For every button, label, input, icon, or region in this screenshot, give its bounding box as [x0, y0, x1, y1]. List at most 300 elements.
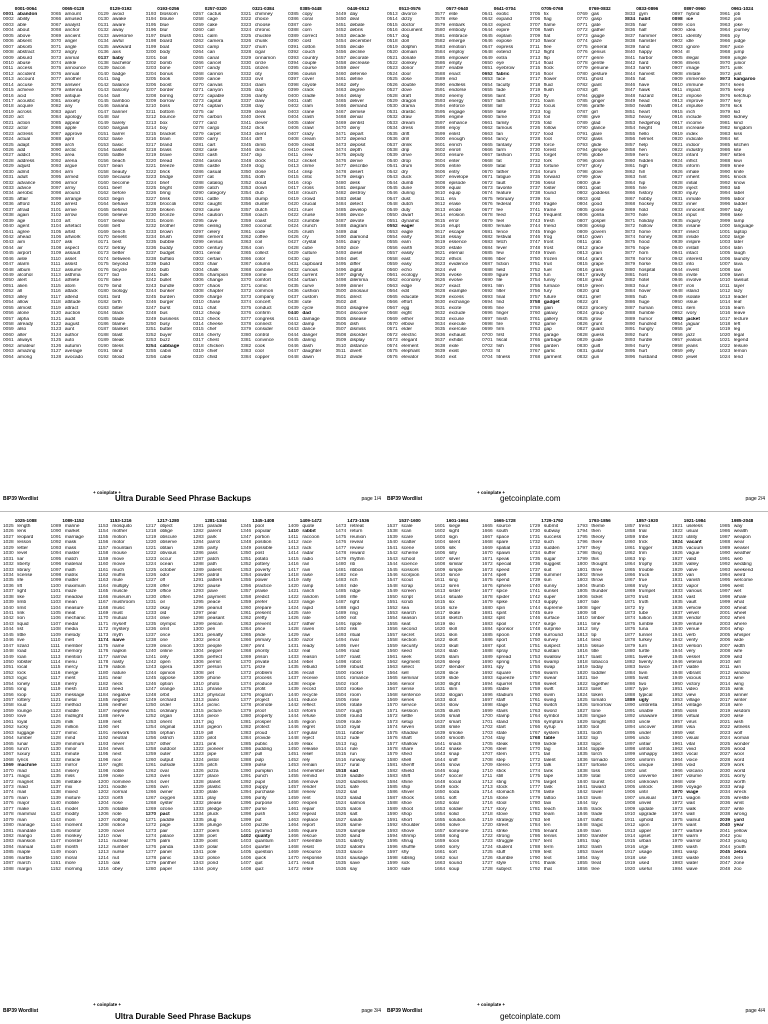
word-text: assist [64, 262, 78, 268]
word-index: 0802 [577, 191, 588, 197]
word-index: 1496 [335, 649, 347, 655]
word-index: 0994 [719, 191, 731, 197]
word-index: 1197 [98, 763, 109, 769]
word-text: cake [207, 22, 218, 28]
word-index: 1383 [240, 730, 252, 736]
word-text: rate [302, 616, 311, 622]
word-index: 0072 [50, 50, 62, 56]
word-index: 1202 [98, 790, 109, 796]
word-text: puppy [254, 785, 268, 790]
word-index: 0311 [193, 305, 204, 311]
word-text: lecture [733, 316, 749, 322]
word-index: 1269 [145, 806, 157, 812]
word-text: region [302, 719, 316, 725]
wordlist-page-2 [384, 6, 768, 506]
column-range-header: 1409-1472 [299, 518, 322, 523]
word-index: 0350 [240, 169, 252, 175]
word-index: 1626 [434, 659, 446, 665]
word-index: 0817 [577, 273, 588, 278]
word-index: 0206 [145, 82, 157, 88]
word-text: crane [302, 109, 315, 115]
word-text: kit [733, 137, 739, 143]
word-text: nest [112, 719, 122, 725]
word-index: 0755 [529, 283, 541, 289]
word-index: 0677 [482, 207, 493, 213]
word-index: 0780 [577, 71, 588, 77]
word-index: 0142 [98, 82, 109, 88]
word-text: often [159, 594, 171, 600]
word-index: 0140 [98, 71, 109, 77]
word-index: 0615 [434, 218, 446, 224]
word-index: 0382 [240, 343, 252, 349]
word-text: inform [686, 164, 700, 170]
word-index: 1639 [434, 730, 446, 736]
word-index: 1250 [145, 703, 157, 709]
word-text: skull [448, 643, 459, 649]
word-index: 0529 [387, 99, 398, 104]
word-index: 1446 [288, 725, 299, 731]
word-text: erosion [448, 213, 465, 219]
word-text: pave [207, 589, 218, 595]
word-text: cup [302, 256, 311, 262]
word-index: 0951 [672, 305, 683, 311]
word-index: 1106 [50, 616, 61, 622]
word-index: 0595 [434, 109, 446, 115]
word-text: list [17, 627, 24, 633]
word-text: bicycle [112, 267, 128, 273]
word-text: route [349, 719, 361, 725]
word-text: emerge [448, 39, 466, 45]
word-index: 1386 [240, 746, 252, 752]
word-index: 0093 [50, 164, 62, 170]
word-text: muffin [112, 572, 126, 578]
word-text: card [207, 120, 217, 126]
word-index: 0060 [3, 332, 14, 338]
word-text: quiz [254, 866, 264, 872]
word-text: shock [401, 795, 414, 801]
word-text: scissors [401, 567, 419, 573]
word-index: 0616 [434, 224, 446, 230]
word-text: lounge [17, 708, 32, 714]
word-text: crawl [302, 126, 314, 132]
word-text: outside [159, 763, 176, 769]
word-text: equal [448, 186, 461, 191]
word-index: 0777 [577, 55, 588, 61]
word-text: home [638, 229, 651, 235]
word-index: 0686 [482, 256, 493, 262]
word-text: harbor [638, 55, 653, 61]
word-text: party [207, 545, 219, 551]
word-text: canvas [207, 82, 223, 88]
word-text: glimpse [591, 147, 608, 153]
word-text: amount [64, 12, 81, 17]
word-text: clip [254, 153, 263, 159]
word-text: century [207, 245, 224, 251]
word-index: 1317 [193, 719, 204, 725]
word-text: nurse [112, 850, 125, 856]
word-text: mosquito [112, 524, 132, 529]
banner-site-link[interactable]: getcoinplate.com [500, 494, 561, 503]
word-index: 1256 [145, 736, 157, 742]
word-index: 1082 [3, 833, 14, 839]
word-text: add [17, 147, 26, 153]
word-index: 0195 [145, 22, 157, 28]
word-text: release [302, 746, 319, 752]
word-index: 1102 [50, 594, 61, 600]
word-index: 0441 [288, 316, 299, 322]
word-index: 0545 [387, 186, 398, 191]
word-index: 0331 [240, 66, 252, 72]
word-index: 1076 [3, 801, 14, 807]
word-index: 1429 [288, 632, 299, 638]
word-text: normal [112, 790, 128, 796]
word-index: 0387 [288, 22, 299, 28]
word-text: gaze [591, 39, 602, 45]
word-index: 0333 [240, 77, 252, 83]
word-text: fatigue [496, 175, 511, 181]
word-index: 0422 [288, 213, 299, 219]
word-index: 1340 [193, 844, 204, 850]
word-text: code [254, 229, 266, 235]
word-index: 0223 [145, 175, 157, 181]
word-index: 1457 [288, 785, 299, 790]
word-index: 0826 [577, 321, 588, 327]
word-index: 1434 [288, 659, 299, 665]
word-index: 1319 [193, 730, 204, 736]
word-index: 1487 [335, 600, 347, 606]
word-index: 0971 [719, 66, 731, 72]
word-index: 0379 [240, 327, 252, 333]
word-index: 0239 [145, 262, 157, 268]
word-index: 1471 [288, 861, 299, 867]
word-text: blouse [159, 17, 174, 23]
word-text: black [112, 311, 124, 317]
word-index: 0183 [98, 305, 109, 311]
word-index: 0786 [577, 104, 588, 110]
word-index: 0972 [719, 71, 731, 77]
word-index: 0815 [577, 262, 588, 268]
word-text: roast [349, 654, 361, 660]
word-text: chronic [254, 28, 271, 34]
word-index: 1522 [335, 790, 347, 796]
word-index: 0599 [434, 131, 446, 137]
word-index: 1292 [193, 583, 204, 589]
word-text: industry [686, 147, 704, 153]
word-index: 1180 [98, 670, 109, 676]
word-index: 0653 [482, 77, 493, 83]
word-text: entire [448, 164, 461, 170]
word-index: 0985 [719, 142, 731, 148]
word-column [335, 518, 383, 1000]
word-text: finish [496, 316, 508, 322]
word-text: leopard [17, 534, 34, 540]
word-index: 0694 [482, 300, 493, 306]
word-text: goddess [591, 191, 610, 197]
word-text: exercise [448, 327, 467, 333]
word-index: 1309 [193, 676, 204, 682]
word-text: hope [638, 245, 650, 251]
word-text: limb [17, 600, 27, 606]
word-index: 0702 [482, 343, 493, 349]
word-text: estate [448, 245, 462, 251]
word-index: 0028 [3, 158, 14, 164]
word-index: 0429 [288, 251, 299, 257]
word-text: father [496, 169, 509, 175]
word-text: rather [302, 621, 315, 627]
word-text: moon [64, 850, 77, 856]
word-text: horror [638, 256, 652, 262]
word-text: range [302, 600, 315, 606]
word-text: auto [64, 338, 75, 344]
word-index: 0849 [624, 99, 636, 104]
word-index: 1373 [240, 676, 252, 682]
word-index: 1008 [719, 267, 731, 273]
word-text: repeat [302, 812, 316, 818]
word-index: 1504 [335, 692, 347, 698]
word-text: provide [254, 736, 271, 742]
word-text: assume [64, 267, 82, 273]
word-index: 0306 [193, 278, 204, 284]
word-index: 0012 [3, 71, 14, 77]
word-index: 0122 [50, 321, 62, 327]
word-index: 0678 [482, 213, 493, 219]
word-index: 0820 [577, 289, 588, 295]
word-index: 1072 [3, 779, 14, 785]
word-text: bacon [112, 66, 126, 72]
word-index: 1093 [50, 545, 62, 551]
word-text: expect [496, 22, 511, 28]
word-text: expand [496, 17, 513, 23]
word-index: 1128 [50, 736, 61, 742]
word-text: marble [17, 855, 33, 861]
word-text: mail [17, 790, 27, 796]
word-text: bridge [159, 175, 174, 181]
word-index: 0389 [288, 33, 299, 39]
word-text: keep [733, 88, 745, 94]
word-text: slab [448, 649, 458, 655]
word-index: 0245 [145, 294, 157, 300]
word-text: license [17, 572, 33, 578]
word-text: dune [401, 186, 413, 191]
word-text: barely [112, 120, 126, 126]
word-index: 1378 [240, 703, 252, 709]
word-index: 0201 [145, 55, 157, 61]
word-index: 0512 [335, 354, 347, 360]
page-columns [2, 518, 382, 1000]
word-text: season [401, 616, 417, 622]
word-text: canyon [207, 88, 223, 94]
word-text: plug [207, 817, 217, 823]
column-range-header: 0193-0256 [157, 6, 180, 11]
word-text: figure [496, 273, 509, 278]
word-index: 0092 [50, 158, 62, 164]
word-text: guilt [591, 343, 601, 349]
word-text: side [401, 866, 411, 872]
word-index: 0804 [577, 202, 588, 208]
word-text: lottery [17, 698, 31, 703]
word-index: 0219 [145, 153, 157, 159]
word-index: 1251 [145, 708, 157, 714]
word-index: 1142 [50, 812, 61, 818]
word-text: bus [159, 311, 168, 317]
word-text: betray [112, 245, 126, 251]
word-text: brand [159, 142, 173, 148]
word-text: alert [17, 278, 27, 284]
word-text: curve [302, 283, 315, 289]
word-text: average [64, 349, 83, 355]
word-index: 0588 [434, 71, 446, 77]
word-text: note [112, 812, 122, 818]
word-text: buffalo [159, 256, 175, 262]
word-text: green [591, 283, 604, 289]
word-index: 1583 [387, 774, 398, 780]
word-text: quick [254, 855, 267, 861]
word-index: 0850 [624, 104, 636, 110]
word-text: choose [254, 22, 271, 28]
word-index: 0531 [387, 109, 398, 115]
word-index: 1242 [145, 659, 157, 665]
word-text: curtain [302, 278, 317, 284]
word-text: ripple [349, 621, 362, 627]
word-text: rely [302, 757, 311, 763]
coinplate-mark: + coinplate + [93, 1002, 122, 1007]
word-index: 1195 [98, 752, 109, 758]
word-text: promote [254, 703, 273, 709]
word-text: cool [254, 349, 264, 355]
word-index: 0128 [50, 354, 62, 360]
word-index: 1234 [145, 616, 157, 622]
word-text: bottom [159, 109, 175, 115]
word-index: 1627 [434, 665, 446, 671]
word-text: rotate [349, 703, 363, 709]
word-text: seven [401, 725, 415, 731]
word-index: 0471 [335, 131, 347, 137]
word-index: 0332 [240, 71, 252, 77]
word-index: 0253 [145, 338, 157, 344]
word-index: 0064 [3, 354, 14, 360]
word-text: organ [159, 714, 173, 720]
word-text: screen [401, 589, 416, 595]
word-text: column [254, 262, 271, 268]
word-index: 0759 [529, 305, 541, 311]
word-index: 1397 [240, 806, 252, 812]
word-index: 1360 [240, 605, 252, 611]
word-index: 1516 [335, 757, 347, 763]
word-index: 1335 [193, 817, 204, 823]
word-text: helmet [638, 137, 654, 143]
word-text: enable [448, 66, 464, 72]
word-text: able [17, 22, 27, 28]
word-text: cigar [254, 50, 266, 56]
word-index: 0553 [387, 229, 398, 235]
word-index: 0249 [145, 316, 157, 322]
word-text: end [448, 77, 457, 83]
word-index: 1125 [50, 719, 61, 725]
word-index: 0734 [529, 169, 541, 175]
word-index: 0625 [434, 273, 446, 278]
word-index: 0363 [240, 240, 252, 246]
word-text: right [349, 600, 360, 606]
word-text: beach [112, 158, 126, 164]
word-text: burst [159, 305, 171, 311]
column-range-header: 1089-1152 [62, 518, 85, 523]
word-text: pact [159, 812, 170, 818]
word-index: 1409 [288, 524, 299, 529]
word-text: eagle [401, 229, 414, 235]
word-index: 0632 [434, 311, 446, 317]
word-text: bike [112, 278, 122, 284]
word-text: differ [349, 262, 361, 268]
word-index: 0557 [387, 251, 398, 257]
word-text: feature [496, 191, 512, 197]
word-index: 0508 [335, 332, 347, 338]
word-index: 1235 [145, 621, 157, 627]
word-index: 1589 [387, 806, 398, 812]
word-index: 1391 [240, 774, 252, 780]
word-index: 0510 [335, 343, 347, 349]
word-index: 0581 [434, 33, 446, 39]
word-text: habit [638, 17, 651, 23]
word-text: fitness [496, 354, 511, 360]
word-index: 1022 [719, 343, 731, 349]
word-text: marriage [64, 534, 84, 540]
word-text: cart [207, 142, 216, 148]
word-index: 0081 [50, 99, 62, 104]
word-index: 0883 [624, 283, 636, 289]
word-index: 1258 [145, 746, 157, 752]
word-index: 0066 [50, 17, 62, 23]
word-index: 1133 [50, 763, 61, 769]
word-index: 0238 [145, 256, 157, 262]
word-text: gym [638, 12, 648, 17]
word-index: 0033 [3, 186, 14, 191]
word-index: 0550 [387, 213, 398, 219]
word-index: 1196 [98, 757, 109, 763]
word-text: cat [207, 175, 214, 181]
word-text: oil [159, 600, 165, 606]
word-text: rice [349, 572, 358, 578]
word-index: 0874 [624, 234, 636, 240]
word-index: 0496 [335, 267, 347, 273]
word-index: 0892 [624, 332, 636, 338]
word-text: high [638, 164, 648, 170]
word-text: festival [496, 234, 512, 240]
word-text: destroy [349, 191, 366, 197]
word-text: aunt [64, 327, 75, 333]
word-index: 1337 [193, 828, 204, 834]
word-index: 1331 [193, 795, 204, 801]
word-text: junk [733, 66, 743, 72]
word-index: 1330 [193, 790, 204, 796]
word-text: castle [207, 164, 220, 170]
word-index: 0764 [529, 332, 541, 338]
word-text: actress [17, 131, 33, 137]
word-text: crystal [302, 240, 317, 246]
word-index: 0098 [50, 191, 62, 197]
word-text: engine [448, 115, 464, 121]
word-index: 1116 [50, 670, 61, 676]
word-index: 1366 [240, 638, 252, 644]
word-text: interest [686, 256, 703, 262]
word-index: 1147 [50, 839, 61, 845]
word-text: actual [17, 137, 31, 143]
word-index: 1229 [145, 589, 157, 595]
word-index: 0715 [529, 66, 541, 72]
word-text: cinnamon [254, 55, 276, 61]
word-text: addict [17, 153, 31, 159]
word-text: okay [159, 605, 170, 611]
word-text: enlist [448, 131, 461, 137]
